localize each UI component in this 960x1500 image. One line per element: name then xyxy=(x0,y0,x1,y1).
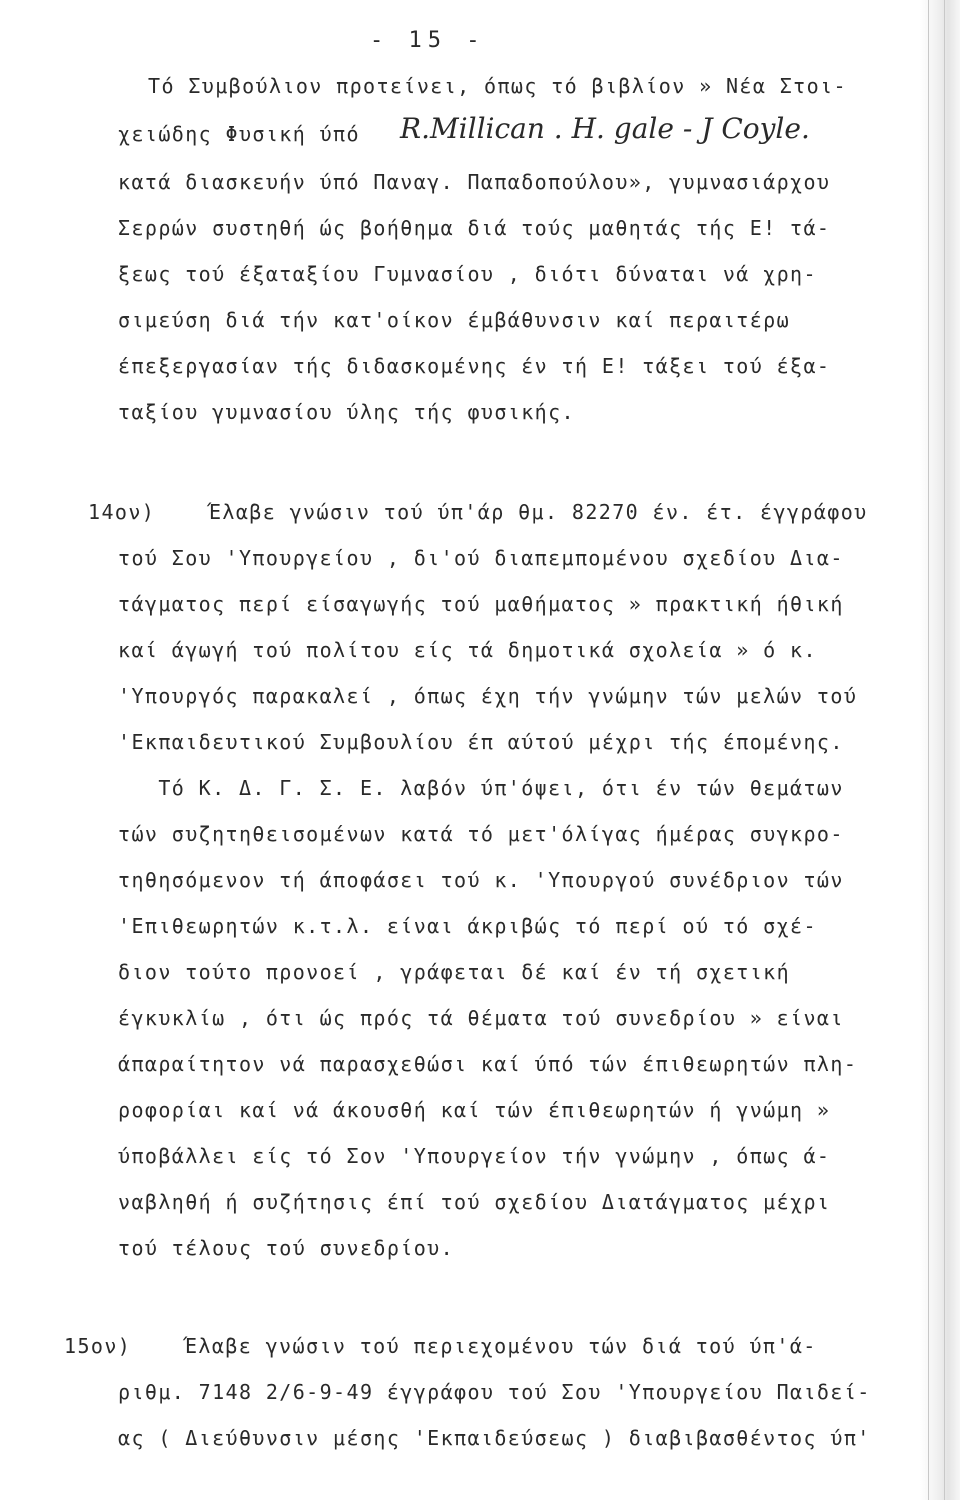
text-line: Σερρών συστηθή ώς βοήθημα διά τούς μαθητάς τής Ε! τά- xyxy=(118,216,831,240)
text-line: ροφορίαι καί νά άκουσθή καί τών έπιθεωρητών ή γνώμη » xyxy=(118,1098,831,1122)
text-line: ξεως τού έξαταξίου Γυμνασίου , διότι δύναται νά χρη- xyxy=(118,262,817,286)
text-line: Τό Συμβούλιον προτείνει, όπως τό βιβλίον » Νέα Στοι- xyxy=(148,74,847,98)
text-line: 15ον) Έλαβε γνώσιν τού περιεχομένου τών διά τού ύπ'ά- xyxy=(64,1334,817,1358)
text-line: σιμεύση διά τήν κατ'οίκον έμβάθυνσιν καί περαιτέρω xyxy=(118,308,791,332)
text-line: ναβληθή ή συζήτησις έπί τού σχεδίου Διατάγματος μέχρι xyxy=(118,1190,831,1214)
text-line: τηθησόμενον τή άποφάσει τού κ. 'Υπουργού συνέδριον τών xyxy=(118,868,844,892)
text-line: ύποβάλλει είς τό Σον 'Υπουργείον τήν γνώμην , όπως ά- xyxy=(118,1144,831,1168)
text-line: 'Επιθεωρητών κ.τ.λ. είναι άκριβώς τό περί ού τό σχέ- xyxy=(118,914,817,938)
text-line: τών συζητηθεισομένων κατά τό μετ'όλίγας ήμέρας συγκρο- xyxy=(118,822,844,846)
page-number: - 15 - xyxy=(370,28,486,53)
text-line: τού τέλους τού συνεδρίου. xyxy=(118,1236,455,1260)
page-edge-line xyxy=(928,0,929,1500)
text-line: έγκυκλίω , ότι ώς πρός τά θέματα τού συνεδρίου » είναι xyxy=(118,1006,844,1030)
text-line: ταξίου γυμνασίου ύλης τής φυσικής. xyxy=(118,400,575,424)
text-line: τού Σου 'Υπουργείου , δι'ού διαπεμπομένου σχεδίου Δια- xyxy=(118,546,844,570)
text-line: ριθμ. 7148 2/6-9-49 έγγράφου τού Σου 'Υπουργείου Παιδεί- xyxy=(118,1380,871,1404)
text-line: Τό Κ. Δ. Γ. Σ. Ε. λαβόν ύπ'όψει, ότι έν τών θεμάτων xyxy=(118,776,844,800)
text-line: άπαραίτητον νά παρασχεθώσι καί ύπό τών έπιθεωρητών πλη- xyxy=(118,1052,858,1076)
text-line: ας ( Διεύθυνσιν μέσης 'Εκπαιδεύσεως ) διαβιβασθέντος ύπ' xyxy=(118,1426,871,1450)
text-line: 'Εκπαιδευτικού Συμβουλίου έπ αύτού μέχρι τής έπομένης. xyxy=(118,730,844,754)
text-line: 'Υπουργός παρακαλεί , όπως έχη τήν γνώμην τών μελών τού xyxy=(118,684,858,708)
handwritten-authors: R.Millican . H. gale - J Coyle. xyxy=(400,112,810,145)
page-edge-line xyxy=(944,0,945,1500)
text-line: καί άγωγή τού πολίτου είς τά δημοτικά σχολεία » ό κ. xyxy=(118,638,817,662)
text-line: τάγματος περί είσαγωγής τού μαθήματος » πρακτική ήθική xyxy=(118,592,844,616)
text-line: 14ον) Έλαβε γνώσιν τού ύπ'άρ θμ. 82270 έν. έτ. έγγράφου xyxy=(88,500,868,524)
text-line: χειώδης Φυσική ύπό xyxy=(118,122,360,146)
text-line: έπεξεργασίαν τής διδασκομένης έν τή Ε! τάξει τού έξα- xyxy=(118,354,831,378)
text-line: κατά διασκευήν ύπό Παναγ. Παπαδοπούλου», γυμνασιάρχου xyxy=(118,170,831,194)
page-edge-shadow xyxy=(920,0,960,1500)
text-line: διον τούτο προνοεί , γράφεται δέ καί έν τή σχετική xyxy=(118,960,791,984)
